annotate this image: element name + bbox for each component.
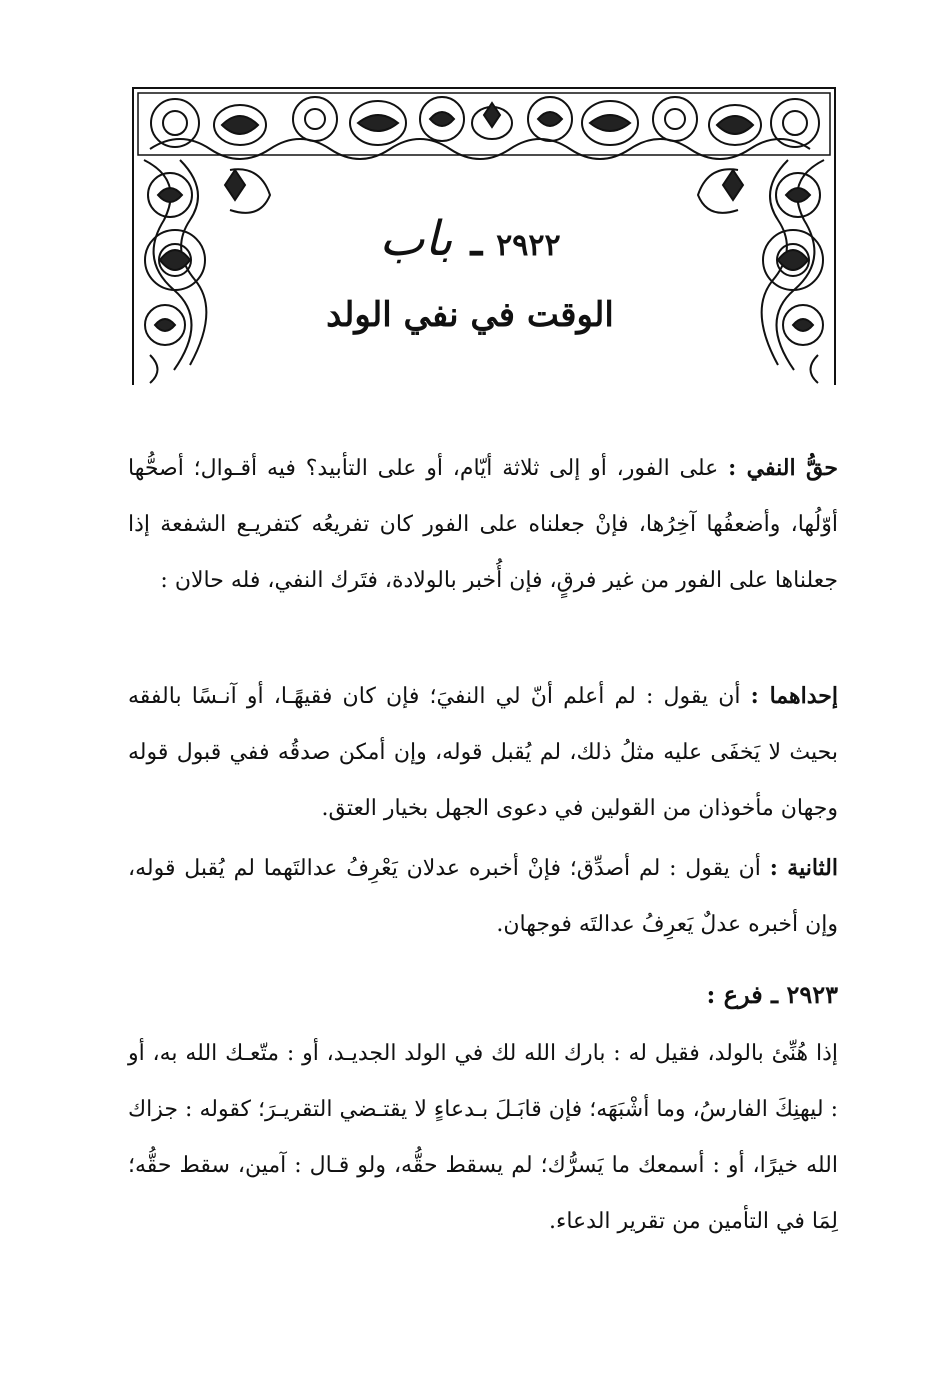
chapter-heading	[0, 211, 940, 267]
branch-text: إذا هُنِّئ بالولد، فقيل له : بارك الله لك في الولد الجديـد، أو : متّعـك الله به، أو : ليهنِكَ الفارسُ، وما أشْبَهَه؛ فإن قابَـلَ بـدعاءٍ لا يقتـضي التقريـرَ؛ كقوله : جزاك الله خيرًا، أو : أسمعك ما يَسرُّك؛ لم يسقط حقُّه، ولو قـال : آمين، سقط حقُّه؛ لِمَا في التأمين من تقرير الدعاء.	[128, 1041, 838, 1234]
branch-heading: ٢٩٢٣ ـ فرع :	[706, 980, 838, 1009]
case-one-paragraph	[128, 668, 838, 837]
case-one-lead: إحداهما :	[750, 683, 838, 709]
intro-paragraph	[128, 440, 838, 609]
case-two-paragraph	[128, 840, 838, 953]
chapter-title: الوقت في نفي الولد	[326, 295, 614, 335]
intro-text: على الفور، أو إلى ثلاثة أيّام، أو على التأبيد؟ فيه أقـوال؛ أصحُّها أوّلُها، وأضعفُها آخِرُها، فإنْ جعلناه على الفور كان تفريعُه كتفريـع الشفعة إذا جعلناها على الفور من غير فرقٍ، فإن أُخبر بالولادة، فتَرك النفي، فله حالان :	[128, 456, 838, 593]
case-two-text: أن يقول : لم أصدِّق؛ فإنْ أخبره عدلان يَعْرِفُ عدالتَهما لم يُقبل قوله، وإن أخبره عدلٌ يَعرِفُ عدالتَه فوجهان.	[128, 856, 838, 937]
chapter-dash: ـ	[470, 218, 483, 265]
case-one-text: أن يقول : لم أعلم أنّ لي النفيَ؛ فإن كان فقيهًـا، أو آنـسًا بالفقه بحيث لا يَخفَى عليه مثلُ ذلك، لم يُقبل قوله، وإن أمكن صدقُه ففي قبول قوله وجهان مأخوذان من القولين في دعوى الجهل بخيار العتق.	[128, 684, 838, 821]
branch-paragraph	[128, 1026, 838, 1250]
chapter-number: ٢٩٢٢	[496, 228, 561, 263]
chapter-word: باب	[379, 211, 453, 267]
intro-lead: حقُّ النفي :	[728, 455, 838, 481]
case-two-lead: الثانية :	[769, 855, 839, 881]
